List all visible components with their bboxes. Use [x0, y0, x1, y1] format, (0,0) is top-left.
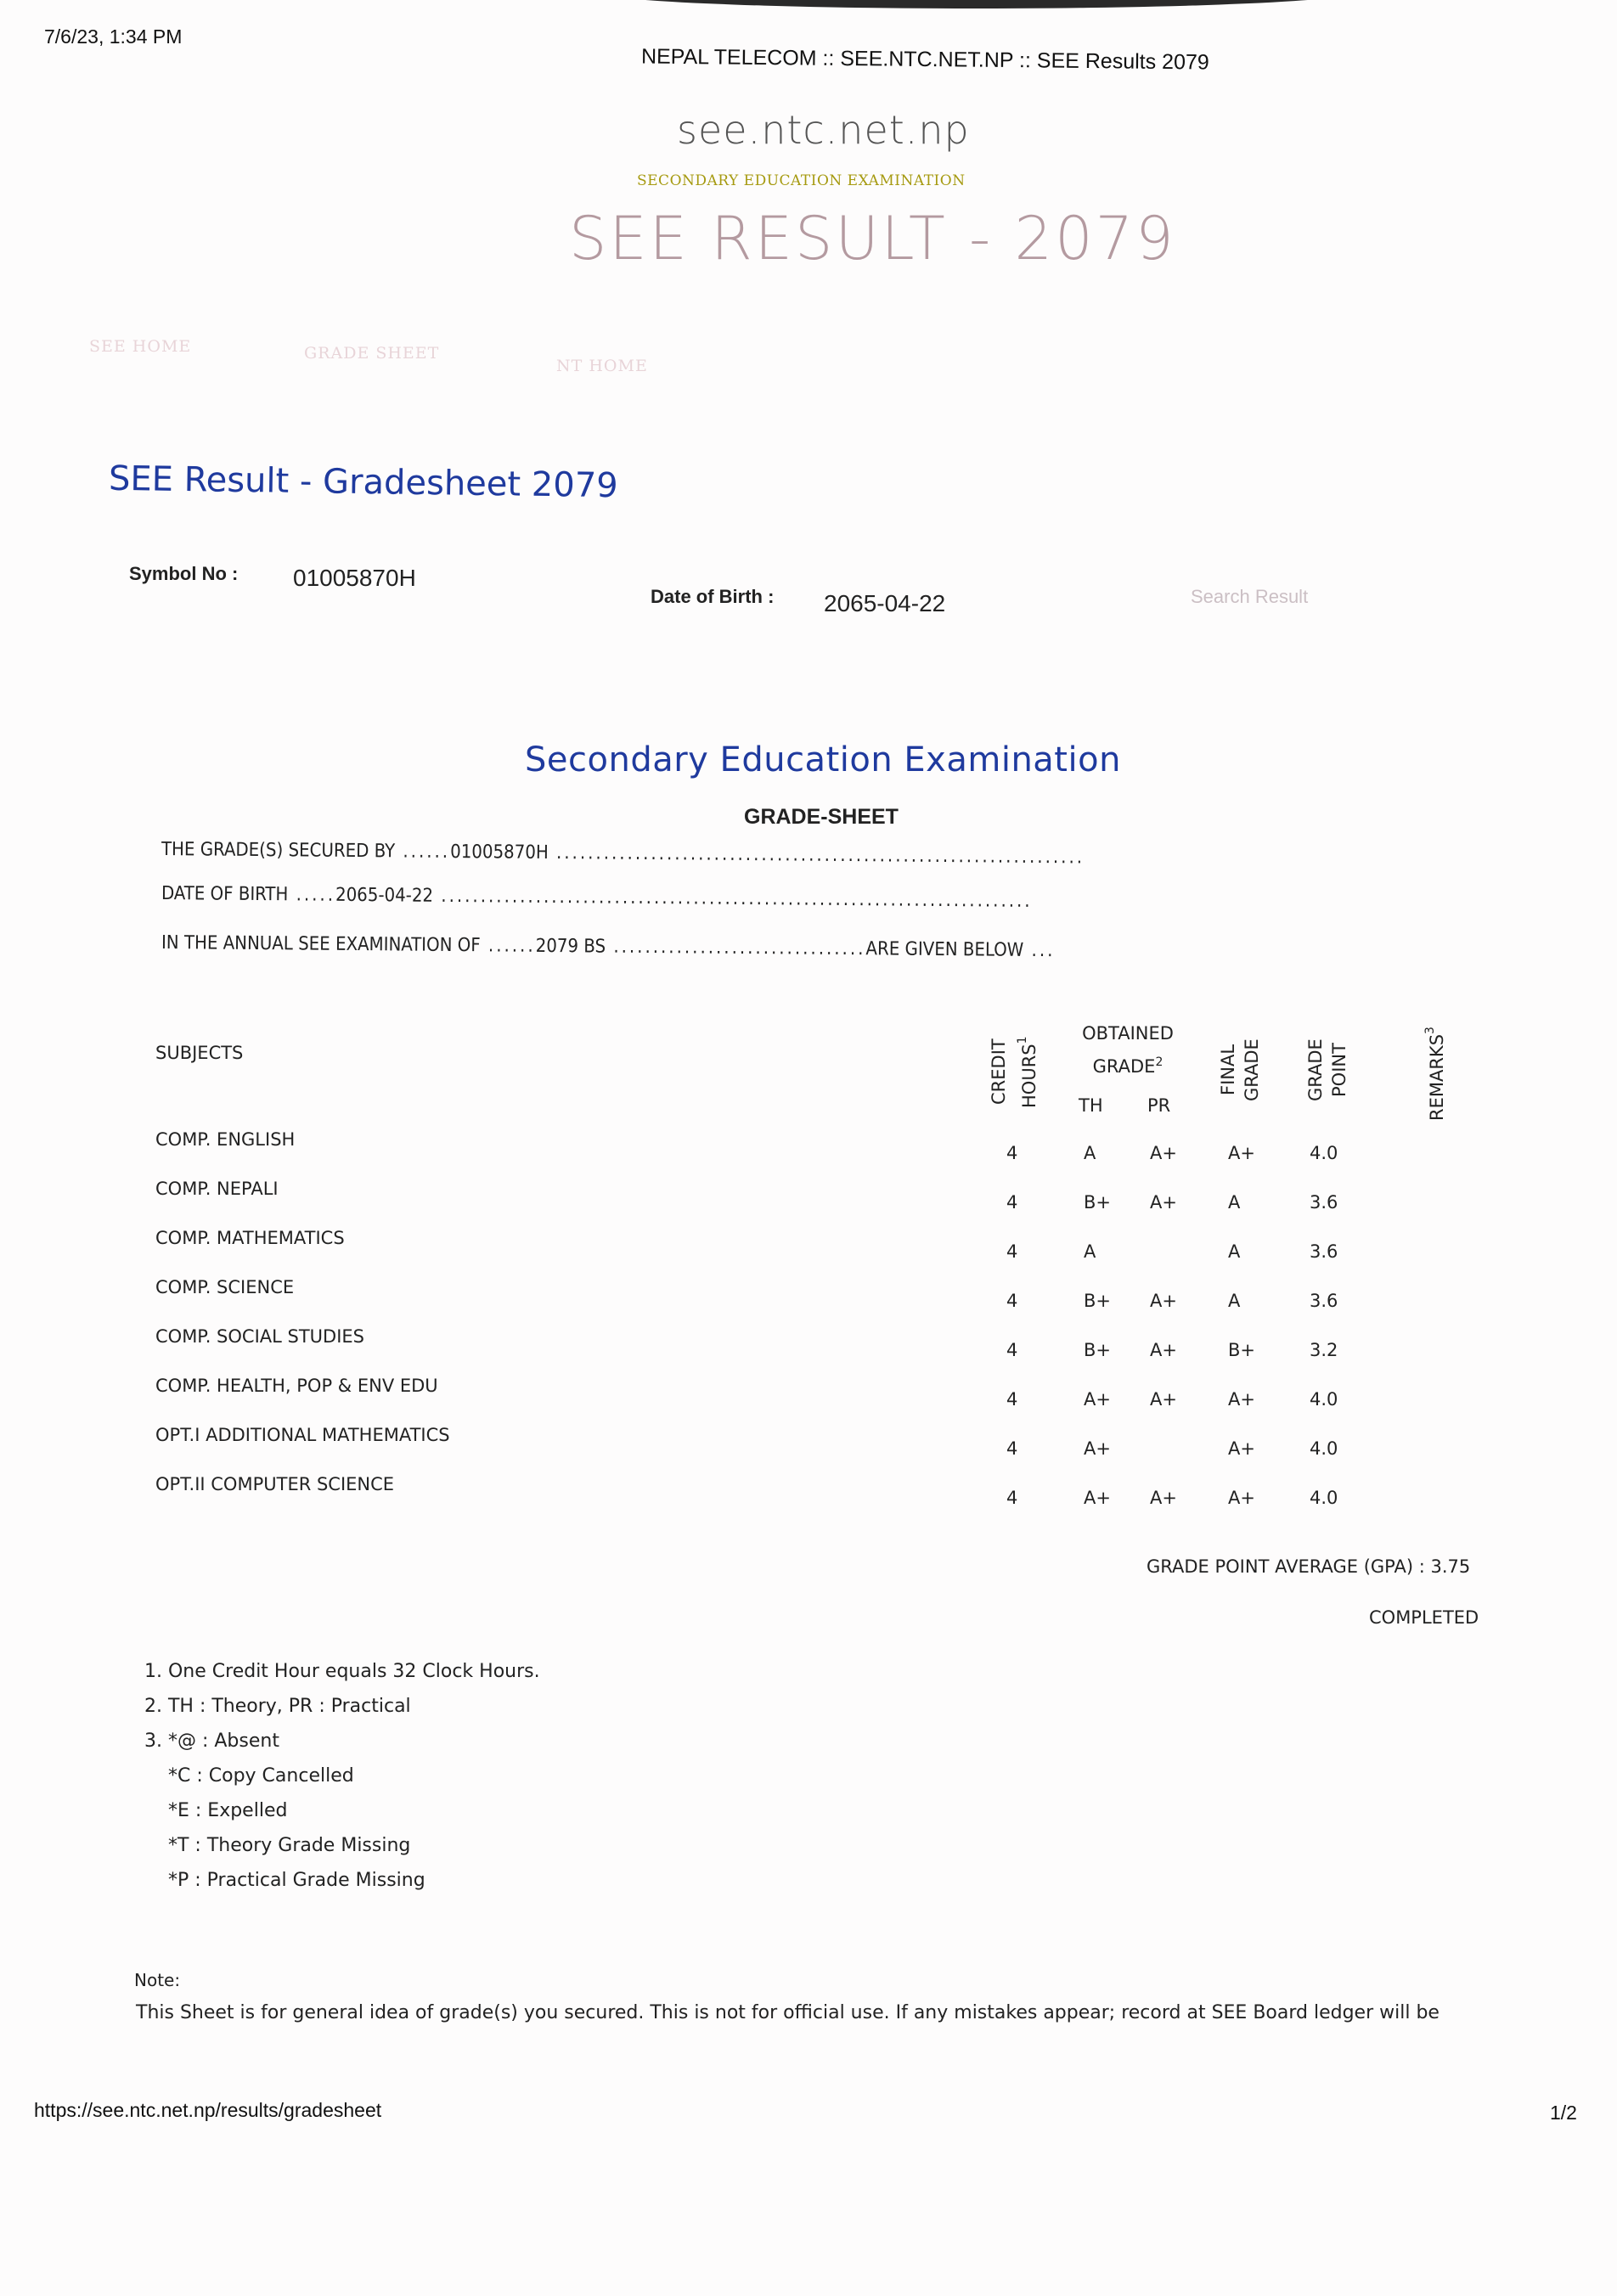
theory-grade: A	[1084, 1143, 1096, 1163]
secured-by-value: 01005870H	[450, 841, 549, 864]
remarks-label: REMARKS	[1427, 1034, 1447, 1122]
credit-hours: 4	[1006, 1438, 1018, 1459]
exam-year-line: IN THE ANNUAL SEE EXAMINATION OF ......2079 BS ................................ARE GIVEN BELOW ...	[161, 932, 1056, 962]
footnote-item: *C : Copy Cancelled	[168, 1765, 354, 1787]
column-header-final-grade: FINAL GRADE	[1218, 1038, 1262, 1101]
credit-hours: 4	[1006, 1291, 1018, 1311]
final-grade: B+	[1228, 1340, 1256, 1360]
footnote-item: *T : Theory Grade Missing	[168, 1835, 411, 1856]
theory-grade: A+	[1084, 1488, 1111, 1508]
table-row	[0, 1277, 1617, 1311]
gpa-summary: GRADE POINT AVERAGE (GPA) : 3.75	[1147, 1556, 1471, 1577]
credit-hours: 4	[1006, 1143, 1018, 1163]
table-row	[0, 1179, 1617, 1213]
secured-by-line: THE GRADE(S) SECURED BY ......01005870H ...................................................................	[161, 839, 1085, 869]
footnotes	[144, 1654, 540, 1898]
grade-sheet-heading: GRADE-SHEET	[744, 805, 899, 829]
table-row	[0, 1376, 1617, 1410]
practical-grade: A+	[1150, 1291, 1177, 1311]
footnote-item: 2. TH : Theory, PR : Practical	[144, 1696, 411, 1717]
column-header-pr: PR	[1147, 1095, 1171, 1116]
footnote-item: 3. *@ : Absent	[144, 1730, 279, 1752]
print-page-number: 1/2	[1550, 2102, 1577, 2124]
subject-name: COMP. SCIENCE	[155, 1277, 295, 1297]
practical-grade: A+	[1150, 1389, 1177, 1410]
symbol-no-label: Symbol No :	[129, 563, 239, 584]
theory-grade: B+	[1084, 1340, 1112, 1360]
footnote-item: *P : Practical Grade Missing	[168, 1870, 425, 1891]
practical-grade: A+	[1150, 1340, 1177, 1360]
practical-grade: A+	[1150, 1488, 1177, 1508]
footnote-item: 1. One Credit Hour equals 32 Clock Hours.	[144, 1661, 540, 1682]
secured-by-label: THE GRADE(S) SECURED BY	[161, 839, 396, 863]
print-datetime: 7/6/23, 1:34 PM	[44, 25, 183, 48]
subject-name: COMP. ENGLISH	[155, 1129, 296, 1150]
note-label: Note:	[134, 1970, 181, 1990]
credit-hours: 4	[1006, 1340, 1018, 1360]
credit-hours-label: CREDIT HOURS	[989, 1038, 1040, 1108]
symbol-no-field[interactable]: 01005870H	[293, 565, 416, 591]
grade-point: 3.6	[1310, 1241, 1338, 1262]
grade-point: 4.0	[1310, 1438, 1338, 1459]
credit-hours: 4	[1006, 1241, 1018, 1262]
search-result-button[interactable]: Search Result	[1191, 586, 1309, 607]
theory-grade: B+	[1084, 1291, 1112, 1311]
practical-grade: A+	[1150, 1192, 1177, 1213]
grade-point: 3.6	[1310, 1291, 1338, 1311]
date-of-birth-label: Date of Birth :	[651, 586, 775, 607]
footnote-ref-3: 3	[1423, 1027, 1437, 1035]
column-header-grade-point: GRADE POINT	[1305, 1038, 1349, 1101]
table-row	[0, 1326, 1617, 1360]
exam-year-value: 2079 BS	[535, 935, 606, 958]
final-grade: A	[1228, 1241, 1241, 1262]
gradesheet-heading: SEE Result - Gradesheet 2079	[108, 459, 618, 506]
footnote-ref-1: 1	[1016, 1036, 1029, 1044]
nav-link-grade-sheet[interactable]: GRADE SHEET	[304, 344, 440, 363]
subject-name: COMP. MATHEMATICS	[155, 1228, 345, 1248]
result-status: COMPLETED	[1369, 1607, 1479, 1628]
credit-hours: 4	[1006, 1488, 1018, 1508]
exam-year-suffix: ARE GIVEN BELOW	[865, 938, 1024, 961]
nav-link-see-home[interactable]: SEE HOME	[89, 337, 192, 356]
subject-name: COMP. HEALTH, POP & ENV EDU	[155, 1376, 438, 1396]
obtained-grade-label: OBTAINED GRADE	[1082, 1023, 1174, 1077]
grade-point: 3.6	[1310, 1192, 1338, 1213]
print-footer-url: https://see.ntc.net.np/results/gradesheet	[34, 2099, 382, 2121]
site-tagline: SECONDARY EDUCATION EXAMINATION	[637, 172, 966, 189]
dob-line-value: 2065-04-22	[335, 884, 434, 907]
theory-grade: A+	[1084, 1389, 1111, 1410]
theory-grade: B+	[1084, 1192, 1112, 1213]
grade-point: 3.2	[1310, 1340, 1338, 1360]
final-grade: A	[1228, 1192, 1241, 1213]
theory-grade: A+	[1084, 1438, 1111, 1459]
dob-line-label: DATE OF BIRTH	[161, 883, 289, 906]
column-header-subjects: SUBJECTS	[155, 1043, 244, 1063]
column-header-obtained-grade	[1077, 1019, 1179, 1081]
final-grade: A+	[1228, 1389, 1255, 1410]
grade-point: 4.0	[1310, 1488, 1338, 1508]
grade-point: 4.0	[1310, 1389, 1338, 1410]
note-text: This Sheet is for general idea of grade(s) you secured. This is not for official use. If any mistakes appear; record at SEE Board ledger will be	[136, 2002, 1440, 2023]
final-grade: A+	[1228, 1488, 1255, 1508]
scan-shadow	[594, 0, 1359, 8]
table-row	[0, 1474, 1617, 1508]
practical-grade: A+	[1150, 1143, 1177, 1163]
grade-point: 4.0	[1310, 1143, 1338, 1163]
table-row	[0, 1129, 1617, 1163]
final-grade: A+	[1228, 1438, 1255, 1459]
nav-link-nt-home[interactable]: NT HOME	[556, 357, 648, 375]
site-logo-text: see.ntc.net.np	[677, 107, 970, 153]
page-title: NEPAL TELECOM :: SEE.NTC.NET.NP :: SEE Results 2079	[640, 44, 1209, 75]
column-header-remarks	[1418, 1023, 1447, 1125]
final-grade: A+	[1228, 1143, 1255, 1163]
column-header-credit-hours	[987, 1032, 1040, 1112]
dob-line: DATE OF BIRTH .....2065-04-22 ...........................................................................	[161, 883, 1033, 912]
subject-name: COMP. NEPALI	[155, 1179, 279, 1199]
subject-name: COMP. SOCIAL STUDIES	[155, 1326, 365, 1347]
footnote-item: *E : Expelled	[168, 1800, 288, 1821]
subject-name: OPT.I ADDITIONAL MATHEMATICS	[155, 1425, 450, 1445]
subject-name: OPT.II COMPUTER SCIENCE	[155, 1474, 395, 1494]
table-row	[0, 1425, 1617, 1459]
exam-heading: Secondary Education Examination	[525, 740, 1121, 779]
date-of-birth-field[interactable]: 2065-04-22	[824, 590, 946, 616]
table-row	[0, 1228, 1617, 1262]
site-banner: SEE RESULT - 2079	[569, 204, 1176, 273]
footnote-ref-2: 2	[1155, 1055, 1163, 1069]
exam-year-label: IN THE ANNUAL SEE EXAMINATION OF	[161, 932, 481, 957]
credit-hours: 4	[1006, 1389, 1018, 1410]
column-header-th: TH	[1079, 1095, 1103, 1116]
credit-hours: 4	[1006, 1192, 1018, 1213]
final-grade: A	[1228, 1291, 1241, 1311]
theory-grade: A	[1084, 1241, 1096, 1262]
